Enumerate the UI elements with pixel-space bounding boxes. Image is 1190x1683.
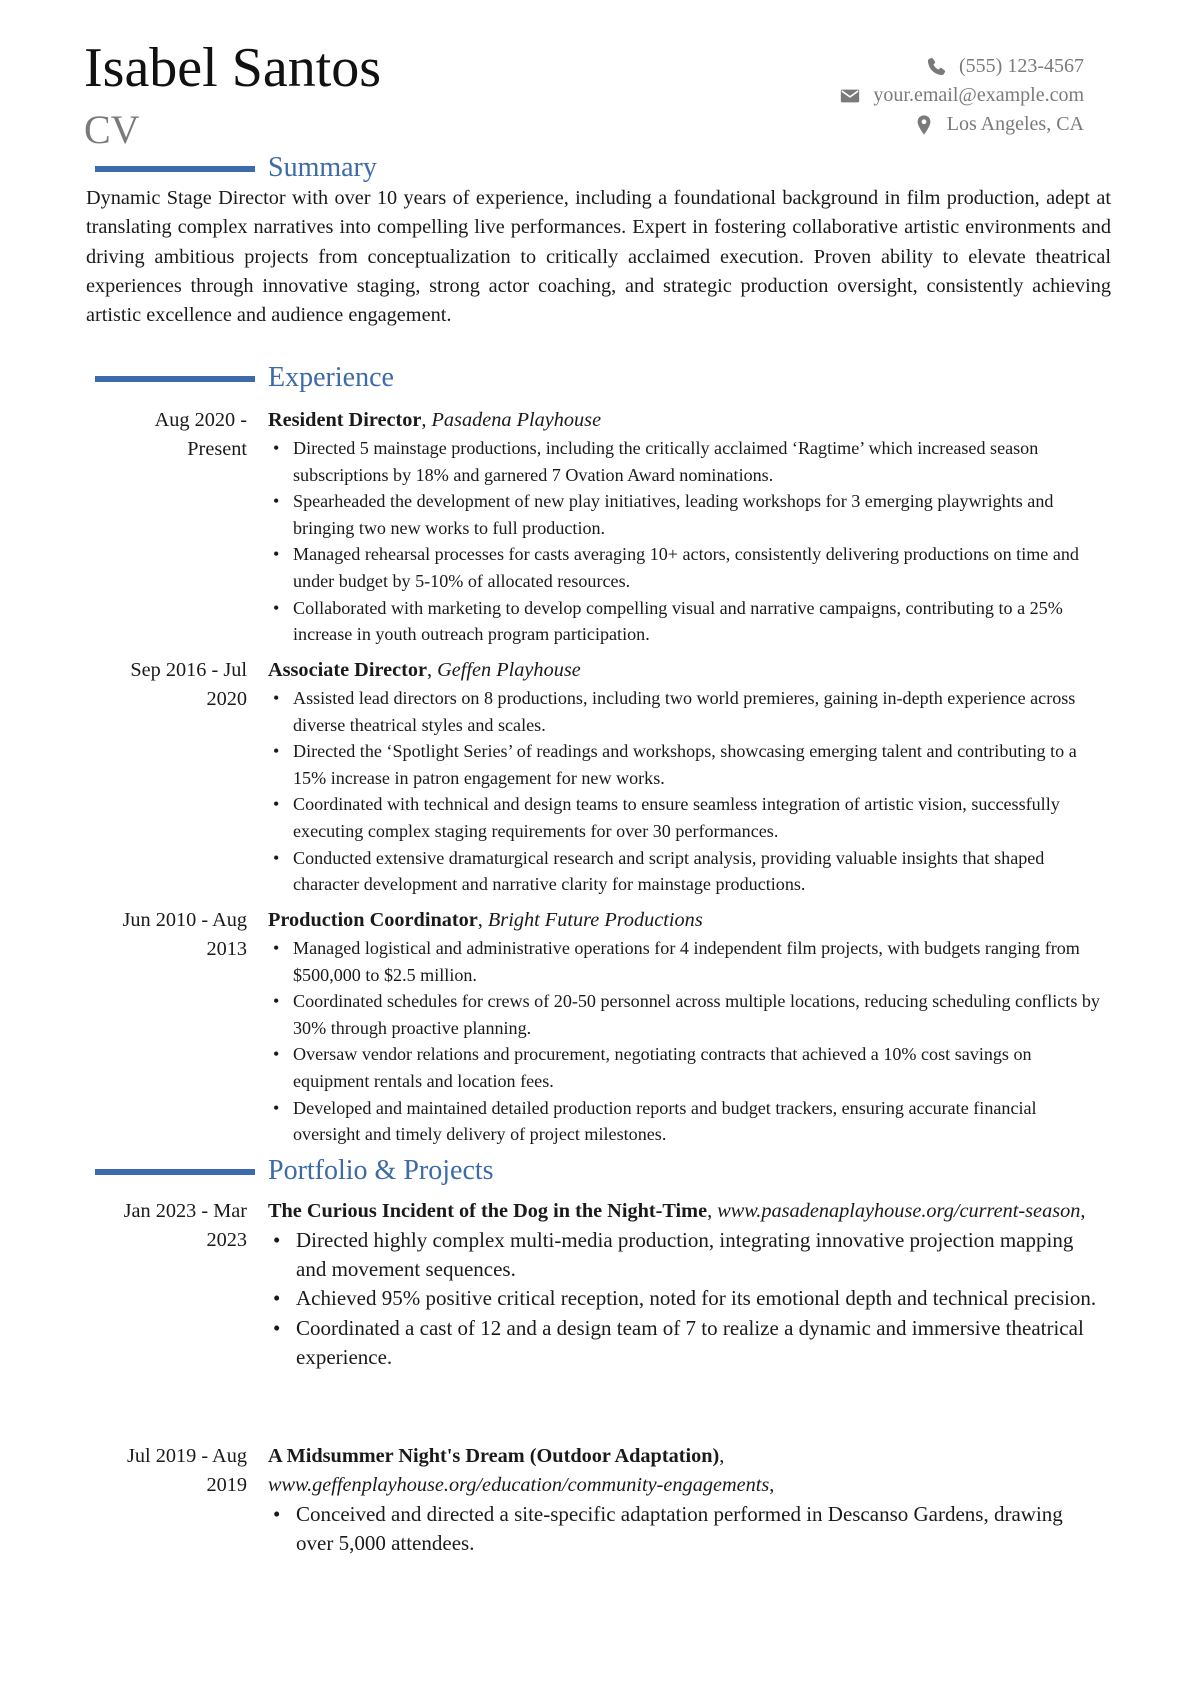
document-title: CV [84, 107, 140, 152]
section-title: Portfolio & Projects [268, 1155, 494, 1186]
entry-date: Sep 2016 - Jul 2020 [130, 659, 247, 710]
organization: Pasadena Playhouse [431, 409, 602, 431]
summary-text: Dynamic Stage Director with over 10 years of experience, including a foundational background in film production, adept at translating complex narratives into compelling live performances. Expert in fostering collaborative artistic environments and driving ambitious projects from conceptualization to critically acclaimed execution. Proven ability to elevate theatrical experiences through innovative staging, strong actor coaching, and strategic production oversight, consistently achieving artistic excellence and audience engagement. [86, 187, 1111, 327]
bullet-item: • Assisted lead directors on 8 productions, including two world premieres, gaining in-depth experience across diverse theatrical styles and scales. [268, 685, 1103, 738]
project-name: The Curious Incident of the Dog in the Night-Time [268, 1200, 708, 1222]
bullet-item: • Coordinated with technical and design teams to ensure seamless integration of artistic vision, successfully executing complex staging requirements for over 30 performances. [268, 791, 1103, 844]
envelope-icon [839, 85, 861, 107]
section-projects-header [0, 1155, 1190, 1195]
section-title: Summary [268, 152, 377, 183]
bullet-item: • Conceived and directed a site-specific adaptation performed in Descanso Gardens, drawing over 5,000 attendees. [268, 1500, 1103, 1558]
phone-text[interactable]: (555) 123-4567 [959, 55, 1084, 77]
entry-content [268, 906, 1103, 1148]
job-title: Resident Director [268, 409, 422, 431]
email-text[interactable]: your.email@example.com [873, 84, 1084, 106]
bullet-item: • Directed 5 mainstage productions, including the critically acclaimed ‘Ragtime’ which increased season subscriptions by 18% and garnered 7 Ovation Award nominations. [268, 435, 1103, 488]
project-name: A Midsummer Night's Dream (Outdoor Adaptation) [268, 1445, 720, 1467]
job-title: Production Coordinator [268, 909, 478, 931]
bullet-list [268, 685, 1103, 898]
entry-date: Aug 2020 - Present [154, 409, 247, 460]
bullet-item: • Achieved 95% positive critical reception, noted for its emotional depth and technical precision. [268, 1284, 1103, 1313]
entry-date: Jan 2023 - Mar 2023 [123, 1200, 247, 1251]
bullet-item: • Managed logistical and administrative operations for 4 independent film projects, with budgets ranging from $500,000 to $2.5 million. [268, 935, 1103, 988]
bullet-item: • Coordinated a cast of 12 and a design team of 7 to realize a dynamic and immersive theatrical experience. [268, 1314, 1103, 1372]
location-text: Los Angeles, CA [946, 113, 1084, 135]
contact-location [704, 110, 1084, 139]
entry-heading: Associate Director, Geffen Playhouse [268, 659, 581, 681]
bullet-item: • Collaborated with marketing to develop compelling visual and narrative campaigns, contributing to a 25% increase in youth outreach program participation. [268, 595, 1103, 648]
bullet-list [268, 1500, 1103, 1558]
contact-block [704, 52, 1084, 139]
bullet-item: • Conducted extensive dramaturgical research and script analysis, providing valuable insights that shaped character development and narrative clarity for mainstage productions. [268, 845, 1103, 898]
section-rule [95, 166, 255, 172]
entry-date: Jul 2019 - Aug 2019 [126, 1445, 247, 1496]
phone-icon [925, 56, 947, 78]
section-title: Experience [268, 362, 394, 393]
section-rule [95, 1169, 255, 1175]
organization: Bright Future Productions [487, 909, 703, 931]
entry-date: Jun 2010 - Aug 2013 [122, 909, 247, 960]
entry-heading: Resident Director, Pasadena Playhouse [268, 409, 602, 431]
bullet-item: • Spearheaded the development of new play initiatives, leading workshops for 3 emerging playwrights and bringing two new works to full production. [268, 488, 1103, 541]
organization: Geffen Playhouse [437, 659, 581, 681]
person-name: Isabel Santos [84, 37, 382, 99]
bullet-list [268, 435, 1103, 648]
map-pin-icon [913, 114, 935, 136]
contact-email [704, 81, 1084, 110]
bullet-item: • Directed the ‘Spotlight Series’ of readings and workshops, showcasing emerging talent and contributing to a 15% increase in patron engagement for new works. [268, 738, 1103, 791]
bullet-list [268, 935, 1103, 1148]
bullet-item: • Oversaw vendor relations and procurement, negotiating contracts that achieved a 10% cost savings on equipment rentals and location fees. [268, 1041, 1103, 1094]
contact-phone [704, 52, 1084, 81]
bullet-item: • Managed rehearsal processes for casts averaging 10+ actors, consistently delivering productions on time and under budget by 5-10% of allocated resources. [268, 541, 1103, 594]
entry-content [268, 1197, 1103, 1372]
project-link[interactable]: www.pasadenaplayhouse.org/current-season [717, 1200, 1081, 1222]
section-rule [95, 376, 255, 382]
section-experience-header [0, 362, 1190, 402]
entry-heading: A Midsummer Night's Dream (Outdoor Adaptation), www.geffenplayhouse.org/education/community-engagements, [268, 1445, 775, 1496]
project-link[interactable]: www.geffenplayhouse.org/education/community-engagements [268, 1474, 770, 1496]
bullet-item: • Directed highly complex multi-media production, integrating innovative projection mapping and movement sequences. [268, 1226, 1103, 1284]
entry-content [268, 656, 1103, 898]
bullet-list [268, 1226, 1103, 1372]
bullet-item: • Coordinated schedules for crews of 20-50 personnel across multiple locations, reducing scheduling conflicts by 30% through proactive planning. [268, 988, 1103, 1041]
entry-content [268, 1442, 1103, 1558]
entry-heading: The Curious Incident of the Dog in the Night-Time, www.pasadenaplayhouse.org/current-season, [268, 1200, 1086, 1222]
entry-heading: Production Coordinator, Bright Future Productions [268, 909, 703, 931]
entry-content [268, 406, 1103, 648]
bullet-item: • Developed and maintained detailed production reports and budget trackers, ensuring accurate financial oversight and timely delivery of project milestones. [268, 1095, 1103, 1148]
job-title: Associate Director [268, 659, 427, 681]
